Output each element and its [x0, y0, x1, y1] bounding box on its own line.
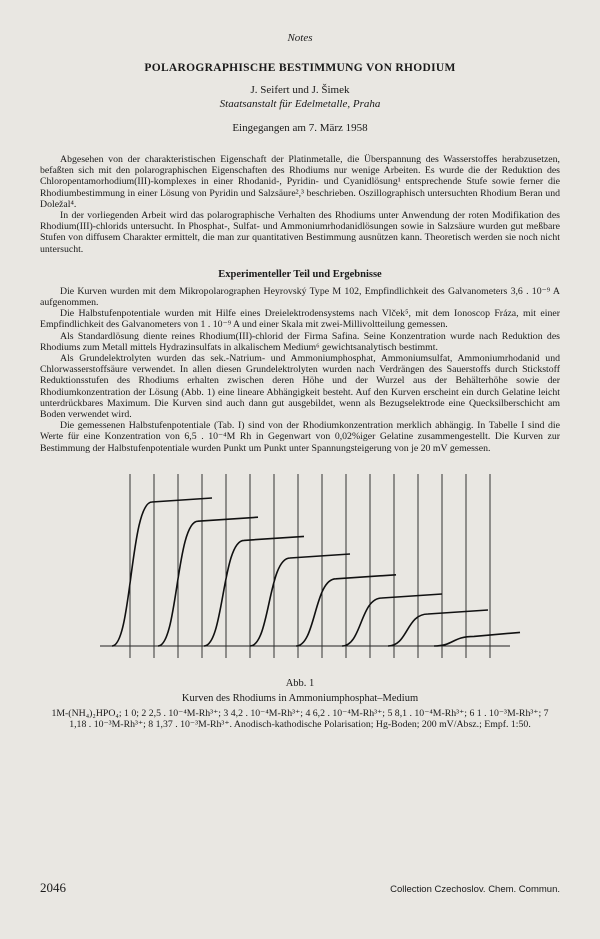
page-footer: [40, 880, 560, 896]
exp-paragraph-1: Die Kurven wurden mit dem Mikropolarographen Heyrovský Type M 102, Empfindlichkeit des Galvanometers 3,6 . 10⁻⁹ A aufgenommen.: [40, 285, 560, 309]
polarogram-curve: [434, 632, 520, 646]
authors: J. Seifert und J. Šimek: [250, 84, 350, 96]
polarogram-curve: [204, 536, 304, 646]
polarogram-curve: [342, 594, 442, 646]
received-date: Eingegangen am 7. März 1958: [232, 122, 368, 134]
polarogram-curve: [250, 554, 350, 646]
experimental-section: [40, 286, 560, 454]
section-title: Experimenteller Teil und Ergebnisse: [218, 268, 382, 280]
exp-paragraph-2: Die Halbstufenpotentiale wurden mit Hilfe eines Dreielektrodensystems nach Vlček⁵, mit dem Ionoscop Fráza, mit einer Empfindlichkeit des Galvanometers von 1 . 10⁻⁹ A und einer Skala mit zwei-Millivoltteilung gemessen.: [40, 308, 560, 331]
intro-paragraph-2: In der vorliegenden Arbeit wird das polarographische Verhalten des Rhodiums unter Anwendung der roten Modifikation des Rhodium(III)-chlorids untersucht. In Phosphat-, Sulfat- und Ammoniumrhodanidlösungen sowie in Salzsäure wurden gut meßbare Stufen von diffusem Charakter ermittelt, die man zur quantitativen Bestimmung ausnützen kann. Theoretisch werden sie noch nicht untersucht.: [40, 210, 560, 255]
introduction: [40, 154, 560, 255]
exp-paragraph-5: Die gemessenen Halbstufenpotentiale (Tab. I) sind von der Rhodiumkonzentration merklich abhängig. In Tabelle I sind die Werte für eine Konzentration von 6,5 . 10⁻⁴M Rh in Gegenwart von 0,02%iger Gelatine zusammengestellt. Die Kurven zur Bestimmung der Halbstufenpotentiale wurden Punkt um Punkt unter Spannungsteigerung von je 20 mV gemessen.: [40, 420, 560, 454]
intro-paragraph-1: Abgesehen von der charakteristischen Eigenschaft der Platinmetalle, die Überspannung des Wasserstoffes herabzusetzen, befaßten sich mit den polarographischen Eigenschaften des Rhodiums nur wenige Arbeiten. Es wurde die der Reduktion des Chloropentamorhodium(III)-komplexes in einer Rhodanid-, Pyridin- und Cyanidlösung¹ entsprechende Stufe sowie ferner die Rhodiumbestimmung in einer Lösung von Pyridin und Salzsäure²,³ beschrieben. Oszillographisch untersuchten Rhodium Beran und Doležal⁴.: [40, 154, 560, 210]
affiliation: Staatsanstalt für Edelmetalle, Praha: [219, 98, 381, 110]
page-number: 2046: [40, 880, 66, 895]
figure-caption-title: Kurven des Rhodiums in Ammoniumphosphat–Medium: [181, 692, 419, 704]
figure-label: Abb. 1: [285, 677, 315, 689]
journal-name: Collection Czechoslov. Chem. Commun.: [390, 884, 560, 895]
polarogram-curve: [158, 517, 258, 646]
polarogram-curve: [388, 610, 488, 646]
running-head: Notes: [287, 32, 313, 44]
figure-polarogram: [40, 468, 560, 668]
figure-legend: 1M-(NH₄)₂HPO₄; 1 0; 2 2,5 . 10⁻⁴M-Rh³⁺; 3 4,2 . 10⁻⁴M-Rh³⁺; 4 6,2 . 10⁻⁴M-Rh³⁺; 5 8,1 . 10⁻⁴M-Rh³⁺; 6 1 . 10⁻³M-Rh³⁺; 7 1,18 . 10⁻³M-Rh³⁺; 8 1,37 . 10⁻³M-Rh³⁺. Anodisch-kathodische Polarisation; Hg-Boden; 200 mV/Absz.; Empf. 1:50.: [51, 707, 549, 731]
exp-paragraph-3: Als Standardlösung diente reines Rhodium(III)-chlorid der Firma Safina. Seine Konzentration wurde nach Reduktion des Rhodiums zum Metall mittels Hydrazinsulfats in alkalischem Medium⁶ gewichtsanalytisch bestimmt.: [40, 330, 560, 353]
polarogram-curve: [112, 498, 212, 646]
article-title: POLAROGRAPHISCHE BESTIMMUNG VON RHODIUM: [144, 62, 456, 74]
exp-paragraph-4: Als Grundelektrolyten wurden das sek.-Natrium- und Ammoniumphosphat, Ammoniumsulfat, Ammoniumrhodanid und Chlorwasserstoffsäure verwendet. In allen diesen Grundelektrolyten wurden nach Verdrängen des Sauerstoffs durch Stickstoff Reduktionsstufen des Rhodiums erhalten zwischen deren Höhe und der Wurzel aus der Behälterhöhe sowie der Rhodiumkonzentration der Lösung (Abb. 1) eine lineare Abhängigkeit besteht. Auf den Kurven erscheint ein durch Gelatine leicht unterdrückbares Maximum. Die Kurven sind auch dann gut ausgebildet, wenn als Bezugselektrode eine Quecksilberschicht am Boden verwendet wird.: [40, 353, 560, 421]
polarogram-plot: [40, 468, 560, 668]
